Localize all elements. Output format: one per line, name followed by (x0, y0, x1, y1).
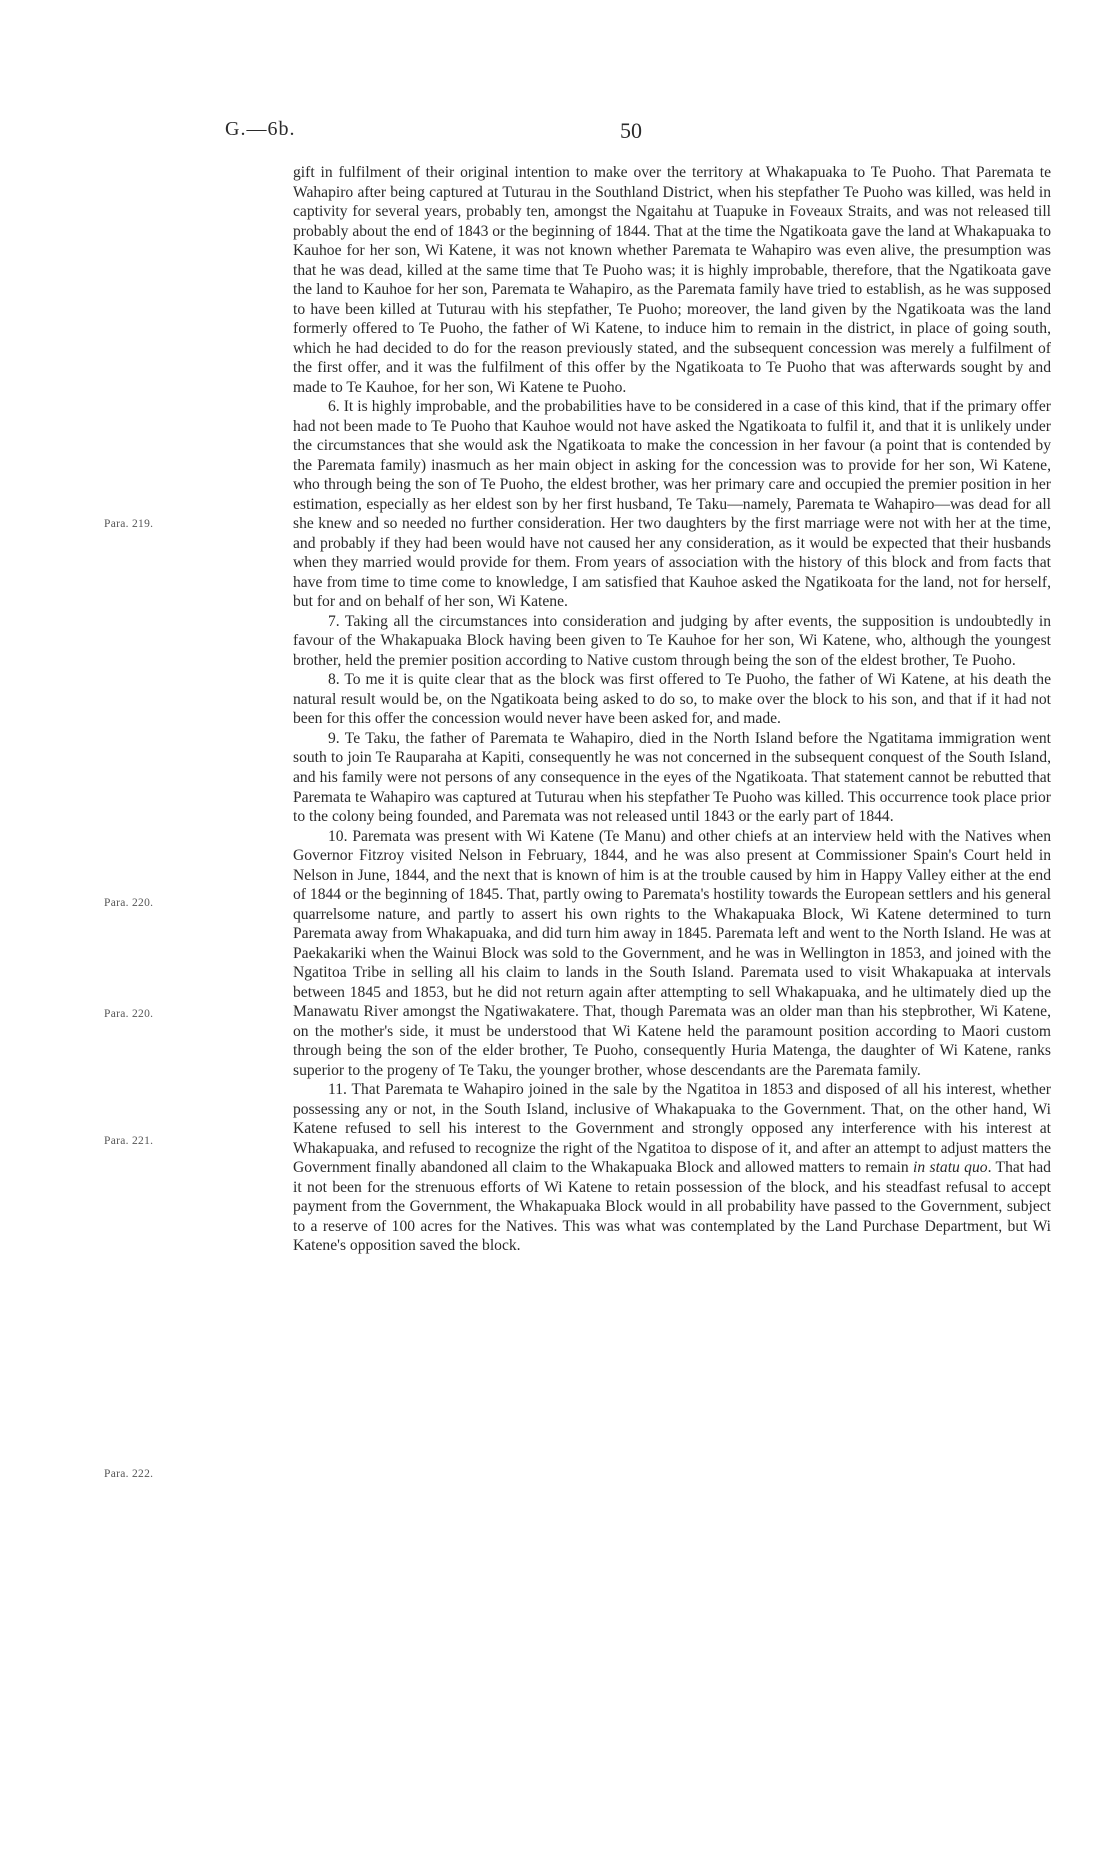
document-reference: G.—6b. (225, 118, 296, 140)
paragraph-11-text-b: . That had it not been for the strenuous efforts of Wi Katene to retain possession of the block, and his steadfast refusal to accept payment from the Government, the Whakapuaka Block would in all probability have passed to the Government, subject to a reserve of 100 acres for the Natives. This was what was contemplated by the Land Purchase Department, but Wi Katene's opposition saved the block. (293, 1159, 1051, 1255)
page-number: 50 (620, 118, 642, 143)
document-body (293, 163, 1051, 1256)
paragraph-11-italic-phrase: in statu quo (913, 1159, 988, 1177)
paragraph-11-text-a: 11. That Paremata te Wahapiro joined in the sale by the Ngatitoa in 1853 and disposed of all his interest, whether possessing any or not, in the South Island, inclusive of Whakapuaka to the Government. That, on the other hand, Wi Katene refused to sell his interest to the Government and strongly opposed any interference with his interest at Whakapuaka, and refused to recognize the right of the Ngatitoa to dispose of it, and after an attempt to adjust matters the Government finally abandoned all claim to the Whakapuaka Block and allowed matters to remain (293, 1081, 1051, 1177)
paragraph-9: 9. Te Taku, the father of Paremata te Wahapiro, died in the North Island before the Ngatitama immigration went south to join Te Rauparaha at Kapiti, consequently he was not concerned in the subsequent conquest of the South Island, and his family were not persons of any consequence in the eyes of the Ngatikoata. That statement cannot be rebutted that Paremata te Wahapiro was captured at Tuturau when his stepfather Te Puoho was killed. This occurrence took place prior to the colony being founded, and Paremata was not released until 1843 or the early part of 1844. (293, 729, 1051, 826)
paragraph-5-continued: gift in fulfilment of their original intention to make over the territory at Whakapuaka to Te Puoho. That Paremata te Wahapiro after being captured at Tuturau in the Southland District, when his stepfather Te Puoho was killed, was held in captivity for several years, probably ten, amongst the Ngaitahu at Tuapuke in Foveaux Straits, and was not released till probably about the end of 1843 or the beginning of 1844. That at the time the Ngatikoata gave the land at Whakapuaka to Kauhoe for her son, Wi Katene, it was not known whether Paremata te Wahapiro was even alive, the presumption was that he was dead, killed at the same time that Te Puoho was; it is highly improbable, therefore, that the Ngatikoata gave the land to Kauhoe for her son, Paremata te Wahapiro, as the Paremata family have tried to establish, as he was supposed to have been killed at Tuturau with his stepfather, Te Puoho; moreover, the land given by the Ngatikoata was the land formerly offered to Te Puoho, the father of Wi Katene, to induce him to remain in the district, in place of going south, which he had decided to do for the reason previously stated, and the subsequent concession was merely a fulfilment of the first offer, and it was the fulfilment of this offer by the Ngatikoata to Te Puoho that was afterwards sought by and made to Te Kauhoe, for her son, Wi Katene te Puoho. (293, 164, 1051, 396)
margin-note-para-220: Para. 220. (104, 897, 154, 909)
paragraph-7: 7. Taking all the circumstances into consideration and judging by after events, the supposition is undoubtedly in favour of the Whakapuaka Block having been given to Te Kauhoe for her son, Wi Katene, who, although the youngest brother, held the premier position according to Native custom through being the son of the eldest brother, Te Puoho. (293, 612, 1051, 669)
margin-note-para-220-second: Para. 220. (104, 1008, 154, 1020)
margin-note-para-221: Para. 221. (104, 1135, 154, 1147)
paragraph-8: 8. To me it is quite clear that as the block was first offered to Te Puoho, the father of Wi Katene, at his death the natural result would be, on the Ngatikoata being asked to do so, to make over the block to his son, and that if it had not been for this offer the concession would never have been asked for, and made. (293, 671, 1051, 728)
paragraph-6: 6. It is highly improbable, and the probabilities have to be considered in a case of this kind, that if the primary offer had not been made to Te Puoho that Kauhoe would not have asked the Ngatikoata to fulfil it, and that it is unlikely under the circumstances that she would ask the Ngatikoata to make the concession in her favour (a point that is contended by the Paremata family) inasmuch as her main object in asking for the concession was to provide for her son, Wi Katene, who through being the son of Te Puoho, the eldest brother, was her primary care and occupied the premier position in her estimation, especially as her eldest son by her first husband, Te Taku—namely, Paremata te Wahapiro—was dead for all she knew and so needed no further consideration. Her two daughters by the first marriage were not with her at the time, and probably if they had been would have not caused her any consideration, as it would be expected that their husbands when they married would provide for them. From years of association with the history of this block and from facts that have from time to time come to knowledge, I am satisfied that Kauhoe asked the Ngatikoata for the land, not for herself, but for and on behalf of her son, Wi Katene. (293, 398, 1051, 611)
paragraph-10: 10. Paremata was present with Wi Katene (Te Manu) and other chiefs at an interview held with the Natives when Governor Fitzroy visited Nelson in February, 1844, and he was also present at Commissioner Spain's Court held in Nelson in June, 1844, and the next that is known of him is at the trouble caused by him in Happy Valley either at the end of 1844 or the beginning of 1845. That, partly owing to Paremata's hostility towards the European settlers and his general quarrelsome nature, and partly to assert his own rights to the Whakapuaka Block, Wi Katene determined to turn Paremata away from Whakapuaka, and did turn him away in 1845. Paremata left and went to the North Island. He was at Paekakariki when the Wainui Block was sold to the Government, and he was in Wellington in 1853, and joined with the Ngatitoa Tribe in selling all his claim to lands in the South Island. Paremata used to visit Whakapuaka at intervals between 1845 and 1853, but he did not return again after attempting to sell Whakapuaka, and he ultimately died up the Manawatu River amongst the Ngatiwakatere. That, though Paremata was an older man than his stepbrother, Wi Katene, on the mother's side, it must be understood that Wi Katene held the paramount position according to Maori custom through being the son of the elder brother, Te Puoho, consequently Huria Matenga, the daughter of Wi Katene, ranks superior to the progeny of Te Taku, the younger brother, whose descendants are the Paremata family. (293, 827, 1051, 1079)
margin-note-para-222: Para. 222. (104, 1468, 154, 1480)
paragraph-11 (293, 1080, 1051, 1256)
margin-note-para-219: Para. 219. (104, 518, 154, 530)
